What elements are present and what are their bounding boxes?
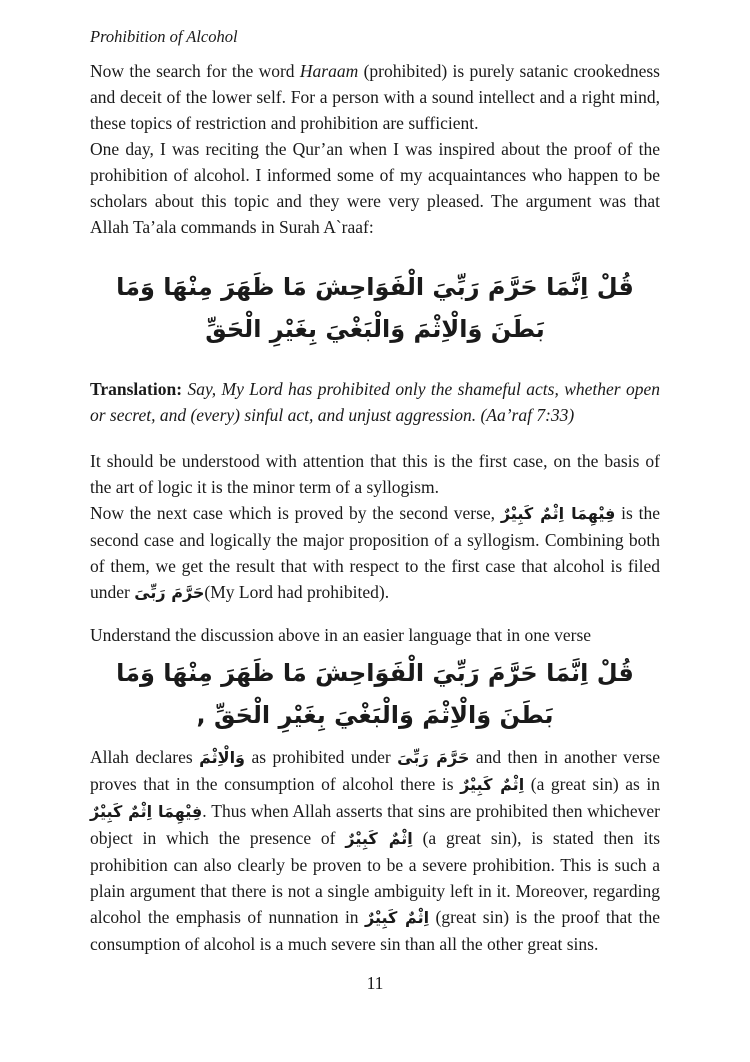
quran-verse-araf-first: قُلْ اِنَّمَا حَرَّمَ رَبِّيَ الْفَوَاحِشَ مَا ظَهَرَ مِنْهَا وَمَا بَطَنَ وَالْاِثْمَ وَالْبَغْيَ بِغَيْرِ الْحَقِّ — [116, 273, 634, 343]
spacer — [90, 428, 660, 448]
paragraph-syllogism-major: Now the next case which is proved by the second verse, فِيْهِمَا اِثْمٌ كَبِيْرٌ is the second case and logically the major proposition of a syllogism. Combining both of them, we get the result that with respect to the first case that alcohol is filed under حَرَّمَ رَبِّىَ(My Lord had prohibited). — [90, 503, 660, 602]
paragraph-intro: Now the search for the word Haraam (prohibited) is purely satanic crookedness and deceit of the lower self. For a person with a sound intellect and a right mind, these topics of restriction and prohibition are sufficient. — [90, 61, 660, 133]
translation-block: Translation: Say, My Lord has prohibited only the shameful acts, whether open or secret, and (every) sinful act, and unjust aggression. (Aa’raf 7:33) — [90, 379, 660, 425]
paragraph-conclusion: Allah declares وَالْاِثْمَ as prohibited under حَرَّمَ رَبِّىَ and then in another verse proves that in the consumption of alcohol there is اِثْمٌ كَبِيْرٌ (a great sin) as in فِيْهِمَا اِثْمٌ كَبِيْرٌ. Thus when Allah asserts that sins are prohibited then whichever object in which the presence of اِثْمٌ كَبِيْرٌ (a great sin), is stated then its prohibition can also clearly be proven to be a severe prohibition. This is such a plain argument that there is not a single ambiguity left in it. Moreover, regarding alcohol the emphasis of nunnation in اِثْمٌ كَبِيْرٌ (great sin) is the proof that the consumption of alcohol is a much severe sin than all the other great sins. — [90, 747, 661, 954]
paragraph-syllogism-minor: It should be understood with attention that this is the first case, on the basis of the art of logic it is the minor term of a syllogism. — [90, 451, 660, 497]
quran-verse-araf-second: قُلْ اِنَّمَا حَرَّمَ رَبِّيَ الْفَوَاحِشَ مَا ظَهَرَ مِنْهَا وَمَا بَطَنَ وَالْاِثْمَ وَالْبَغْيَ بِغَيْرِ الْحَقِّ , — [116, 659, 634, 729]
running-header: Prohibition of Alcohol — [90, 27, 238, 46]
paragraph-understand: Understand the discussion above in an easier language that in one verse — [90, 625, 592, 645]
page-number: 11 — [366, 973, 384, 993]
paragraph-one-day: One day, I was reciting the Qur’an when I was inspired about the proof of the prohibition of alcohol. I informed some of my acquaintances who happen to be scholars about this topic and they were very pleased. The argument was that Allah Ta’ala commands in Surah A`raaf: — [90, 139, 660, 237]
spacer — [90, 606, 660, 622]
